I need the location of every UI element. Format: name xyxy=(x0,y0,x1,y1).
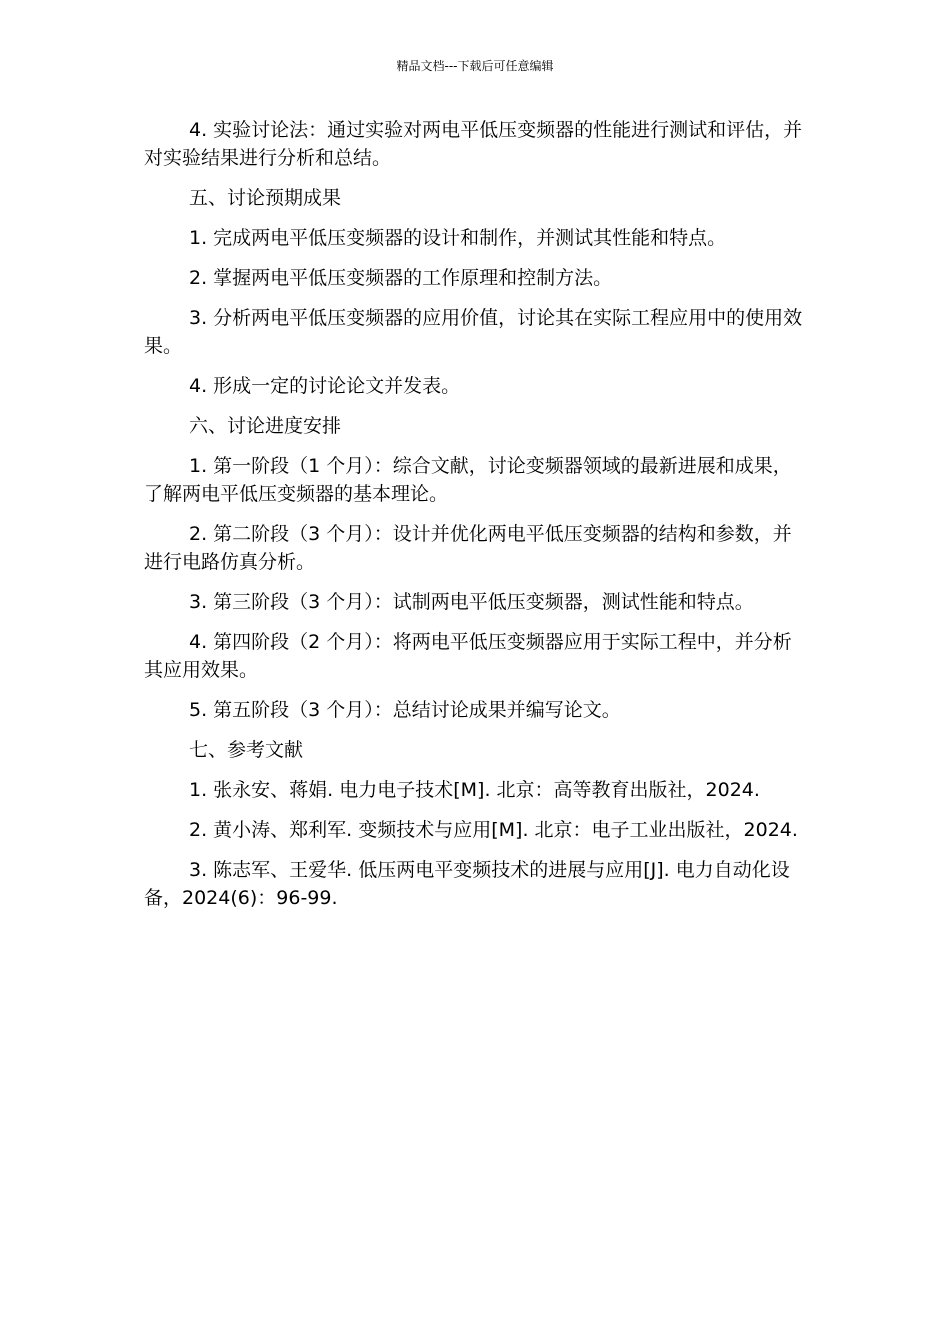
document-body xyxy=(144,116,808,924)
heading-references: 七、参考文献 xyxy=(189,739,304,761)
page-header: 精品文档---下载后可任意编辑 xyxy=(396,59,554,73)
list-item: 5. 第五阶段（3 个月）：总结讨论成果并编写论文。 xyxy=(189,699,621,721)
reference-item: 2. 黄小涛、郑利军. 变频技术与应用[M]. 北京：电子工业出版社，2024. xyxy=(189,819,798,841)
list-item: 1. 第一阶段（1 个月）：综合文献，讨论变频器领域的最新进展和成果，了解两电平低压变频器的基本理论。 xyxy=(144,455,792,505)
list-item: 3. 第三阶段（3 个月）：试制两电平低压变频器，测试性能和特点。 xyxy=(189,591,754,613)
list-item: 4. 第四阶段（2 个月）：将两电平低压变频器应用于实际工程中，并分析其应用效果。 xyxy=(144,631,792,681)
list-item: 4. 形成一定的讨论论文并发表。 xyxy=(189,375,461,397)
list-item: 2. 第二阶段（3 个月）：设计并优化两电平低压变频器的结构和参数，并进行电路仿真分析。 xyxy=(144,523,792,573)
paragraph-method-experiment: 4. 实验讨论法：通过实验对两电平低压变频器的性能进行测试和评估，并对实验结果进行分析和总结。 xyxy=(144,119,803,169)
reference-item: 1. 张永安、蒋娟. 电力电子技术[M]. 北京：高等教育出版社，2024. xyxy=(189,779,760,801)
heading-expected-results: 五、讨论预期成果 xyxy=(189,187,342,209)
heading-schedule: 六、讨论进度安排 xyxy=(189,415,342,437)
list-item: 2. 掌握两电平低压变频器的工作原理和控制方法。 xyxy=(189,267,613,289)
reference-item: 3. 陈志军、王爱华. 低压两电平变频技术的进展与应用[J]. 电力自动化设备，2024(6)：96-99. xyxy=(144,859,790,909)
list-item: 1. 完成两电平低压变频器的设计和制作，并测试其性能和特点。 xyxy=(189,227,727,249)
list-item: 3. 分析两电平低压变频器的应用价值，讨论其在实际工程应用中的使用效果。 xyxy=(144,307,803,357)
